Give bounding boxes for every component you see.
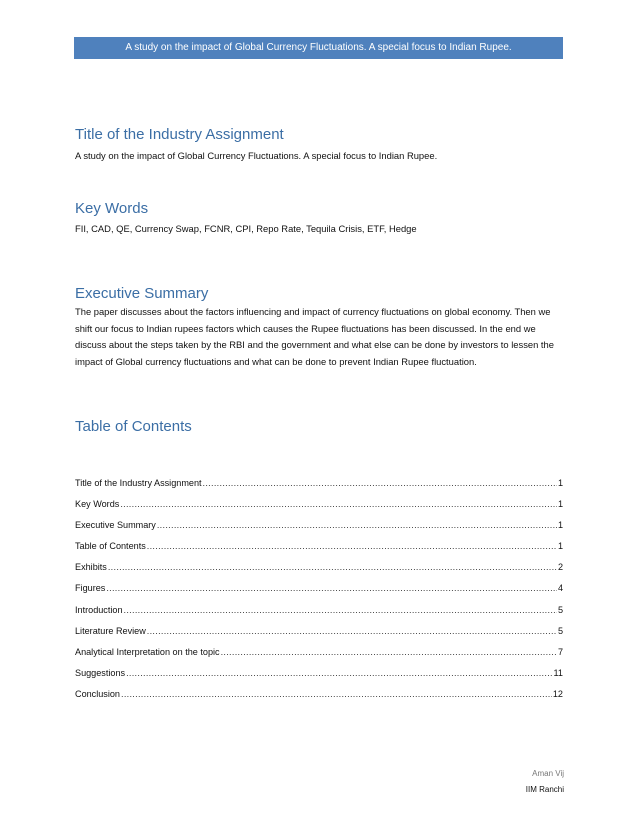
toc-dot-leader bbox=[221, 642, 557, 663]
toc-dot-leader bbox=[124, 600, 557, 621]
toc-dot-leader bbox=[108, 557, 557, 578]
footer-institution: IIM Ranchi bbox=[525, 785, 564, 794]
toc-entry-page: 1 bbox=[557, 478, 563, 488]
toc-entry-label[interactable]: Conclusion bbox=[75, 688, 120, 699]
toc-entry-label[interactable]: Table of Contents bbox=[75, 541, 146, 552]
toc-entry[interactable] bbox=[75, 621, 563, 642]
toc-entry-page: 1 bbox=[557, 499, 563, 510]
toc-entry[interactable] bbox=[75, 663, 563, 684]
toc-dot-leader bbox=[147, 536, 557, 557]
page-footer bbox=[526, 766, 564, 798]
toc-entry-label[interactable]: Key Words bbox=[75, 499, 120, 510]
keywords-text: FII, CAD, QE, Currency Swap, FCNR, CPI, Repo Rate, Tequila Crisis, ETF, Hedge bbox=[75, 223, 417, 234]
header-band-text: A study on the impact of Global Currency Fluctuations. A special focus to Indian Rupee. bbox=[125, 42, 512, 53]
toc-entry-page: 7 bbox=[557, 646, 563, 657]
toc-entry-page: 2 bbox=[557, 562, 563, 573]
toc-entry-page: 11 bbox=[553, 667, 563, 678]
toc-entry-label[interactable]: Title of the Industry Assignment bbox=[75, 478, 202, 488]
toc-entry-label[interactable]: Figures bbox=[75, 583, 106, 594]
toc-entry[interactable] bbox=[75, 536, 563, 557]
toc-entry-page: 12 bbox=[552, 688, 563, 699]
footer-author: Aman Vij bbox=[532, 769, 564, 778]
toc-entry[interactable] bbox=[75, 557, 563, 578]
toc-entry-label[interactable]: Suggestions bbox=[75, 667, 126, 678]
toc-dot-leader bbox=[121, 684, 552, 705]
toc-entry-page: 1 bbox=[557, 520, 563, 531]
toc-entry[interactable] bbox=[75, 684, 563, 705]
toc-dot-leader bbox=[203, 473, 557, 494]
toc-entry[interactable] bbox=[75, 642, 563, 663]
toc-entry[interactable] bbox=[75, 578, 563, 599]
title-section-text: A study on the impact of Global Currency Fluctuations. A special focus to Indian Rupee. bbox=[75, 150, 438, 161]
toc-entry[interactable] bbox=[75, 494, 563, 515]
toc-heading: Table of Contents bbox=[75, 418, 192, 435]
toc-entry[interactable] bbox=[75, 515, 563, 536]
toc-entry-page: 5 bbox=[557, 625, 563, 636]
keywords-heading: Key Words bbox=[75, 200, 149, 217]
toc-entry-page: 4 bbox=[557, 583, 563, 594]
title-section-heading: Title of the Industry Assignment bbox=[75, 126, 284, 143]
toc-entry-label[interactable]: Literature Review bbox=[75, 625, 146, 636]
toc-dot-leader bbox=[126, 663, 552, 684]
toc-entry-label[interactable]: Analytical Interpretation on the topic bbox=[75, 646, 220, 657]
table-of-contents bbox=[75, 473, 563, 705]
toc-entry-page: 5 bbox=[557, 604, 563, 615]
toc-entry[interactable] bbox=[75, 600, 563, 621]
toc-entry-label[interactable]: Exhibits bbox=[75, 562, 107, 573]
toc-entry-page: 1 bbox=[557, 541, 563, 552]
toc-dot-leader bbox=[157, 515, 557, 536]
toc-entry-label[interactable]: Executive Summary bbox=[75, 520, 156, 531]
toc-dot-leader bbox=[106, 578, 557, 599]
executive-summary-heading: Executive Summary bbox=[75, 285, 209, 302]
toc-dot-leader bbox=[147, 621, 557, 642]
toc-dot-leader bbox=[120, 494, 557, 515]
toc-entry-label[interactable]: Introduction bbox=[75, 604, 123, 615]
header-band bbox=[74, 37, 563, 59]
toc-entry[interactable] bbox=[75, 473, 563, 494]
executive-summary-text: The paper discusses about the factors influencing and impact of currency fluctuations on global economy. Then we shift our focus to Indian rupees factors which causes the Rupee fluctuations has been discussed. In the end we discuss about the steps taken by the RBI and the government and what else can be done by investors to lessen the impact of Global currency fluctuations and what can be done to prevent Indian Rupee fluctuation. bbox=[75, 306, 554, 367]
